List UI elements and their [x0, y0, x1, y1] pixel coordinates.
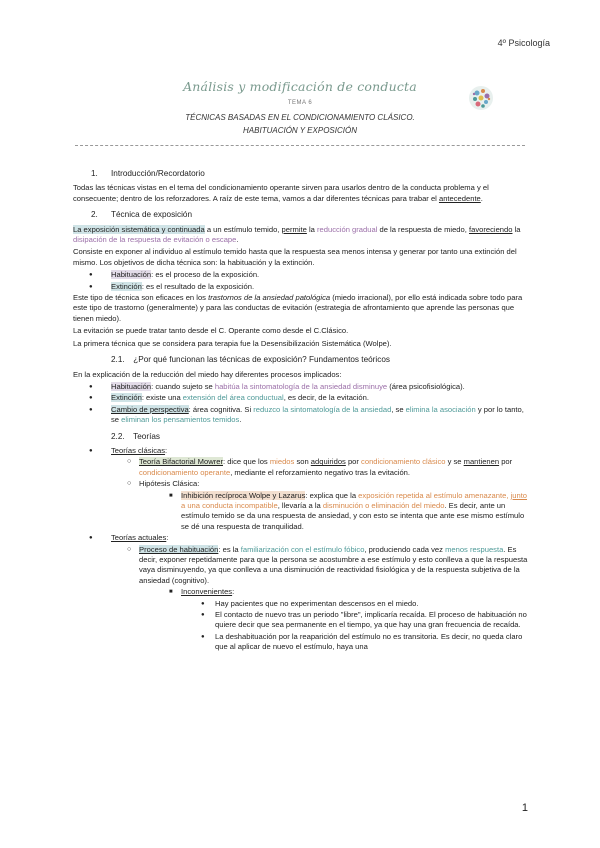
- list-item: ● Habituación: es el proceso de la exposición.: [73, 270, 528, 280]
- document-body: [73, 163, 528, 654]
- header-divider: [75, 145, 525, 146]
- list-item: ● Teorías actuales:: [73, 533, 528, 543]
- list-item: ○ Teoría Bifactorial Mowrer: dice que los miedos son adquiridos por condicionamiento clásico y se mantienen por condicionamiento operante, mediante el reforzamiento negativo tras la evitación.: [73, 457, 528, 478]
- subtitle-1: TÉCNICAS BASADAS EN EL CONDICIONAMIENTO CLÁSICO.: [185, 113, 415, 122]
- tema-label: TEMA 6: [287, 100, 313, 106]
- list-item: ■ Inconvenientes:: [73, 587, 528, 597]
- section-2-2-list: [73, 446, 528, 653]
- section-1-heading: 1. Introducción/Recordatorio: [91, 169, 205, 178]
- decorative-logo-icon: [468, 85, 494, 111]
- list-item: ● Extinción: es el resultado de la exposición.: [73, 282, 528, 292]
- course-label: 4º Psicología: [497, 38, 550, 48]
- list-item: ● Cambio de perspectiva: área cognitiva. Si reduzco la sintomatología de la ansiedad, se elimina la asociación y por lo tanto, se eliminan los pensamientos temidos.: [73, 405, 528, 426]
- section-2-list: [73, 270, 528, 292]
- list-item: ○ Proceso de habituación: es la familiarización con el estímulo fóbico, produciendo cada vez menos respuesta. Es decir, exponer repetidamente para que la persona se acostumbre a ese estímulo y esto conlleva a que la respuesta vaya disminuyendo, ya que conlleva a una disminución de reactividad fisiológica y de la respuesta subjetiva de la ansiedad (cognitivo).: [73, 545, 528, 587]
- section-2-1-heading: 2.1. ¿Por qué funcionan las técnicas de exposición? Fundamentos teóricos: [111, 355, 390, 365]
- section-2-2-heading: 2.2. Teorías: [111, 431, 160, 441]
- list-item: ■ Inhibición recíproca Wolpe y Lazarus: explica que la exposición repetida al estímulo amenazante, junto a una conducta incompatible, llevaría a la disminución o eliminación del miedo. Es decir, ante un estímulo temido se da una respuesta de ansiedad, y con esto se intenta que ante ese mismo estímulo se dé una respuesta de tranquilidad.: [73, 491, 528, 533]
- section-2-1-intro: En la explicación de la reducción del miedo hay diferentes procesos implicados:: [73, 369, 342, 379]
- section-2-paragraph-2: Consiste en exponer al individuo al estímulo temido hasta que la respuesta sea menos intensa y generar por tanto una extinción del mismo. Los objetivos de dicha técnica son: la habituación y la extinción.: [73, 247, 517, 267]
- section-2-paragraph-5: La primera técnica que se considera para terapia fue la Desensibilización Sistemática (Wolpe).: [73, 338, 392, 348]
- list-item: ● Extinción: existe una extensión del área conductual, es decir, de la evitación.: [73, 393, 528, 403]
- list-item: ● Hay pacientes que no experimentan descensos en el miedo.: [73, 599, 528, 609]
- section-2-paragraph-1: La exposición sistemática y continuada a un estímulo temido, permite la reducción gradual de la respuesta de miedo, favoreciendo la disipación de la respuesta de evitación o escape.: [73, 224, 521, 245]
- list-item: ● Teorías clásicas:: [73, 446, 528, 456]
- subtitle-2: HABITUACIÓN Y EXPOSICIÓN: [243, 126, 357, 135]
- section-2-1-list: [73, 382, 528, 426]
- document-title: Análisis y modificación de conducta: [183, 79, 417, 94]
- list-item: ● La deshabituación por la reaparición del estímulo no es transitoria. Es decir, no queda claro que al aplicar de nuevo el estímulo, haya una: [73, 632, 528, 653]
- list-item: ● El contacto de nuevo tras un periodo "libre", implicaría recaída. El proceso de habituación no quiere decir que sea permanente en el tiempo, ya que hay una gran frecuencia de recaída.: [73, 610, 528, 631]
- section-2-heading: 2. Técnica de exposición: [91, 210, 193, 220]
- page-number: 1: [521, 802, 528, 814]
- section-1-paragraph: Todas las técnicas vistas en el tema del condicionamiento operante sirven para usarlos dentro de la conducta problema y el consecuente; dentro de los reforzadores. A raíz de este tema, vamos a dar diferentes técnicas para trabar el antecedente.: [73, 183, 489, 203]
- list-item: ○ Hipótesis Clásica:: [73, 479, 528, 489]
- section-2-paragraph-4: La evitación se puede tratar tanto desde el C. Operante como desde el C.Clásico.: [73, 326, 349, 336]
- section-2-paragraph-3: Este tipo de técnica son eficaces en los trastornos de la ansiedad patológica (miedo irracional), por ello está indicada sobre todo para este tipo de trastorno (generalmente) y para las conductas de evitación (estrategia de afrontamiento que aprende las personas que tienen miedo).: [73, 293, 523, 323]
- list-item: ● Habituación: cuando sujeto se habitúa la sintomatología de la ansiedad disminuye (área psicofisiológica).: [73, 382, 528, 392]
